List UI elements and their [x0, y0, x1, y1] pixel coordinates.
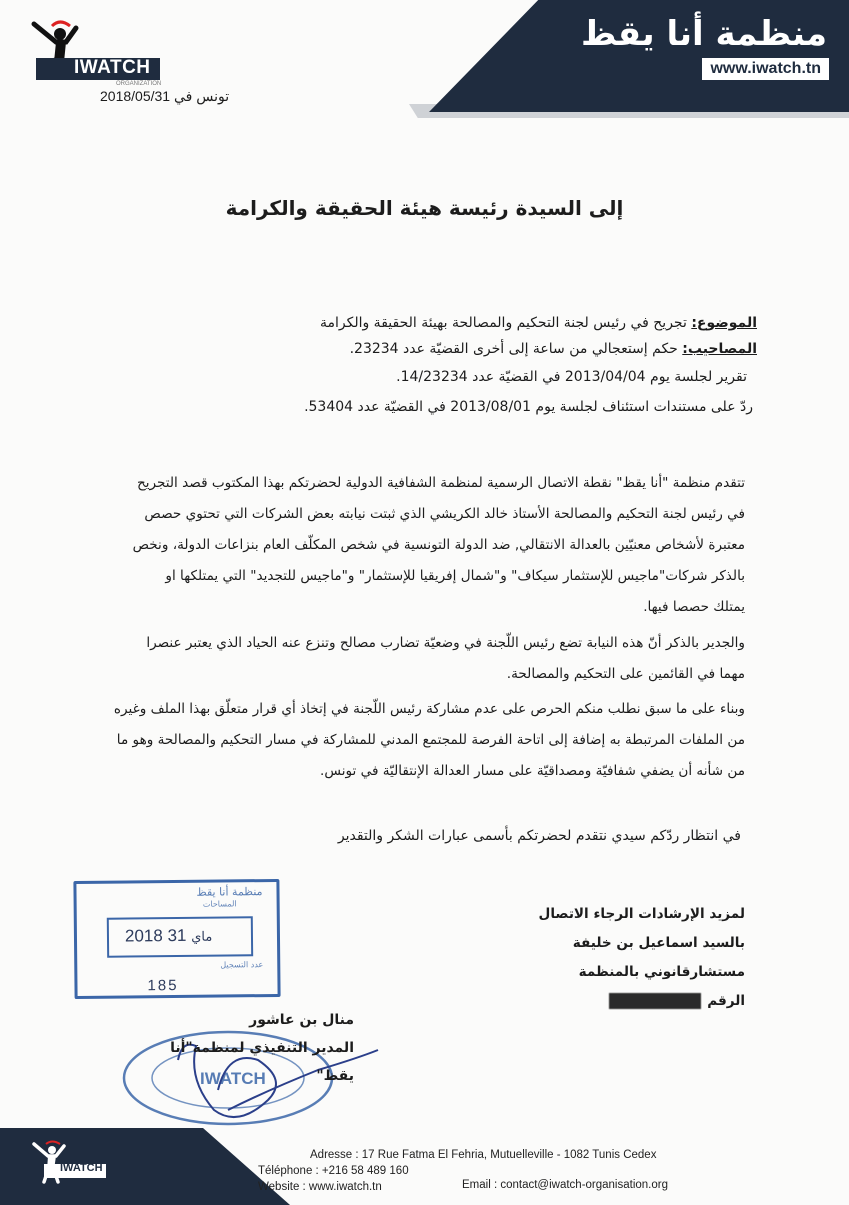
- signatory-role: المدير التنفيذي لمنظمة"أنا يقظ": [170, 1040, 354, 1084]
- footer-email: Email : contact@iwatch-organisation.org: [462, 1179, 668, 1191]
- subject-block: [197, 312, 757, 418]
- footer-address: Adresse : 17 Rue Fatma El Fehria, Mutuelleville - 1082 Tunis Cedex: [310, 1149, 657, 1161]
- stamp-sub: المساحات: [202, 899, 237, 909]
- stamp-year: 2018: [124, 926, 163, 946]
- paragraph-2: [105, 628, 745, 690]
- paragraph-line: من الملفات المرتبطة به إضافة إلى اتاحة الفرصة للمجتمع المدني للمشاركة في مسار التحكيم والمصالحة وهو ما: [116, 732, 745, 748]
- attachment-item: حكم إستعجالي من ساعة إلى أخرى القضيّة عدد 23234.: [349, 341, 683, 357]
- paragraph-3: [105, 694, 745, 787]
- signatory-name: منال بن عاشور: [249, 1012, 354, 1028]
- attachments-label: المصاحيب:: [682, 341, 757, 357]
- signatory-block: [168, 1006, 354, 1090]
- header-website: www.iwatch.tn: [702, 58, 829, 80]
- reference-label: الرقم: [707, 993, 745, 1009]
- iwatch-logo: [24, 20, 164, 88]
- contact-role: مستشارقانوني بالمنظمة: [578, 964, 745, 980]
- subject-label: الموضوع:: [691, 315, 757, 331]
- paragraph-line: تتقدم منظمة "أنا يقظ" نقطة الاتصال الرسمية لمنظمة الشفافية الدولية لحضرتكم بهذا المكتوب قصد التجريح: [136, 475, 745, 491]
- date-value: 2018/05/31: [100, 88, 171, 104]
- reference-line: [539, 987, 745, 1016]
- footer-phone: Téléphone : +216 58 489 160: [258, 1165, 409, 1177]
- paragraph-line: وبناء على ما سبق نطلب منكم الحرص على عدم مشاركة رئيس اللّجنة في إتخاذ أي قرار متعلّق بهذا الملف وغيره: [113, 701, 745, 717]
- stamp-date: [125, 926, 213, 947]
- footer-logo-text: IWATCH: [60, 1162, 103, 1174]
- contact-person: بالسيد اسماعيل بن خليفة: [572, 935, 745, 951]
- stamp-day: 31: [167, 925, 187, 946]
- paragraph-1: [105, 468, 745, 623]
- stamp-reg-number: 185: [147, 976, 179, 995]
- subject-text: تجريح في رئيس لجنة التحكيم والمصالحة بهيئة الحقيقة والكرامة: [319, 315, 692, 331]
- date-place: تونس في: [173, 88, 230, 104]
- attachment-item: تقرير لجلسة يوم 2013/04/04 في القضيّة عدد 14/23234.: [396, 369, 747, 385]
- stamp-month: ماي: [191, 929, 213, 945]
- date-line: [100, 88, 229, 105]
- footer-website: Website : www.iwatch.tn: [258, 1181, 382, 1193]
- footer-logo: [30, 1140, 110, 1190]
- stamp-org: منظمة أنا يقظ: [196, 885, 263, 899]
- paragraph-line: في رئيس لجنة التحكيم والمصالحة الأستاذ خالد الكريشي الذي ثبتت نيابته بعض الشركات التي تحتوي حصص: [144, 506, 745, 522]
- paragraph-line: يمتلك حصصا فيها.: [643, 599, 745, 615]
- registration-stamp: [73, 879, 280, 999]
- svg-text:IWATCH: IWATCH: [200, 1069, 266, 1088]
- closing-line: في انتظار ردّكم سيدي نتقدم لحضرتكم بأسمى عبارات الشكر والتقدير: [337, 828, 741, 844]
- logo-text: IWATCH: [74, 57, 151, 78]
- contact-line: لمزيد الإرشادات الرجاء الاتصال: [538, 906, 745, 922]
- stamp-reg-label: عدد التسجيل: [220, 960, 264, 970]
- attachment-item: ردّ على مستندات استئناف لجلسة يوم 2013/08/01 في القضيّة عدد 53404.: [304, 399, 753, 415]
- letter-title: إلى السيدة رئيسة هيئة الحقيقة والكرامة: [225, 196, 624, 220]
- logo-subtext: ORGANIZATION: [116, 81, 162, 87]
- header-org-name: منظمة أنا يقظ: [581, 14, 827, 54]
- paragraph-line: بالذكر شركات"ماجيس للإستثمار سيكاف" و"شمال إفريقيا للإستثمار" و"ماجيس للتجديد" التي يمتلكها او: [165, 568, 745, 584]
- paragraph-line: من شأنه أن يضفي شفافيّة ومصداقيّة على مسار العدالة الإنتقاليّة في تونس.: [320, 763, 745, 779]
- stamp-date-box: [107, 916, 253, 958]
- paragraph-line: والجدير بالذكر أنّ هذه النيابة تضع رئيس اللّجنة في وضعيّة تضارب مصالح وتنزع عنه الحياد الذي يعتبر عنصرا: [146, 635, 745, 651]
- redacted-reference: [609, 993, 701, 1009]
- paragraph-line: مهما في القائمين على التحكيم والمصالحة.: [506, 666, 745, 682]
- contact-block: [539, 900, 745, 1016]
- paragraph-line: معتبرة لأشخاص معنيّين بالعدالة الانتقالي, ضد الدولة التونسية في شخص المكلّف العام بنزاعات الدولة، ونخص: [132, 537, 745, 553]
